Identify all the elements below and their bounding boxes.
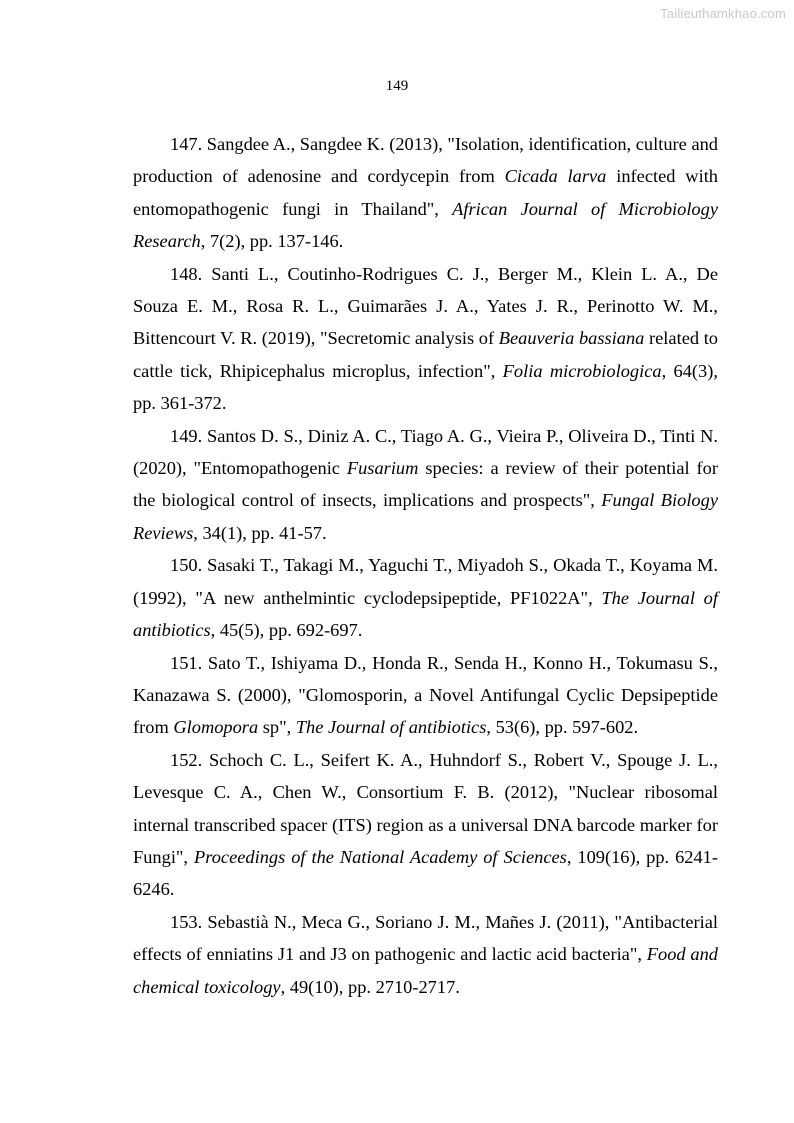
species-name: Cicada larva: [504, 166, 607, 187]
journal-name: Proceedings of the National Academy of Sciences: [194, 846, 567, 867]
reference-details: , 64(3), pp. 361-372.: [133, 360, 718, 414]
reference-text: 150. Sasaki T., Takagi M., Yaguchi T., Miyadoh S., Okada T., Koyama M. (1992), "A new anthelmintic cyclodepsipeptide, PF1022A",: [133, 555, 718, 608]
reference-text: 153. Sebastià N., Meca G., Soriano J. M., Mañes J. (2011), "Antibacterial effects of enniatins J1 and J3 on pathogenic and lactic acid bacteria",: [133, 911, 718, 965]
reference-text: infected with entomopathogenic fungi in Thailand",: [133, 166, 718, 219]
reference-item: [133, 549, 718, 646]
reference-details: , 7(2), pp. 137-146.: [200, 231, 344, 252]
reference-details: , 34(1), pp. 41-57.: [193, 522, 327, 543]
journal-name: African Journal of Microbiology Research: [133, 198, 718, 252]
reference-item: [133, 647, 718, 744]
watermark-text: Tailieuthamkhao.com: [660, 6, 786, 21]
journal-name: The Journal of antibiotics: [133, 587, 718, 641]
journal-name: The Journal of antibiotics: [295, 717, 487, 738]
species-name: Beauveria bassiana: [498, 328, 645, 349]
reference-item: [133, 128, 718, 258]
reference-text: 152. Schoch C. L., Seifert K. A., Huhndorf S., Robert V., Spouge J. L., Levesque C. A., Chen W., Consortium F. B. (2012), "Nuclear ribosomal internal transcribed spacer (ITS) region as a universal DNA barcode marker for Fungi",: [133, 749, 718, 867]
reference-text: sp",: [258, 717, 296, 738]
reference-text: species: a review of their potential for the biological control of insects, implications and prospects",: [133, 458, 718, 511]
reference-text: related to cattle tick, Rhipicephalus microplus, infection",: [133, 328, 719, 381]
journal-name: Fungal Biology Reviews: [133, 490, 718, 543]
reference-text: 148. Santi L., Coutinho-Rodrigues C. J., Berger M., Klein L. A., De Souza E. M., Rosa R. L., Guimarães J. A., Yates J. R., Perinotto W. M., Bittencourt V. R. (2019), "Secretomic analysis of: [133, 263, 718, 349]
reference-text: 151. Sato T., Ishiyama D., Honda R., Senda H., Konno H., Tokumasu S., Kanazawa S. (2000), "Glomosporin, a Novel Antifungal Cyclic Depsipeptide from: [133, 652, 718, 738]
species-name: Glomopora: [173, 717, 259, 738]
reference-item: [133, 420, 718, 550]
species-name: Fusarium: [346, 458, 419, 479]
reference-details: , 53(6), pp. 597-602.: [486, 717, 639, 738]
reference-details: , 109(16), pp. 6241-6246.: [133, 846, 718, 900]
reference-text: 149. Santos D. S., Diniz A. C., Tiago A. G., Vieira P., Oliveira D., Tinti N. (2020), "Entomopathogenic: [133, 425, 718, 479]
reference-text: 147. Sangdee A., Sangdee K. (2013), "Isolation, identification, culture and production of adenosine and cordycepin from: [133, 134, 718, 187]
reference-item: [133, 258, 718, 420]
journal-name: Food and chemical toxicology: [133, 944, 718, 997]
reference-details: , 45(5), pp. 692-697.: [210, 620, 363, 641]
reference-details: , 49(10), pp. 2710-2717.: [280, 976, 460, 997]
reference-item: [133, 906, 718, 1003]
reference-item: [133, 744, 718, 906]
reference-list: [133, 128, 718, 1003]
page-number: 149: [385, 78, 409, 94]
journal-name: Folia microbiologica: [502, 360, 662, 381]
